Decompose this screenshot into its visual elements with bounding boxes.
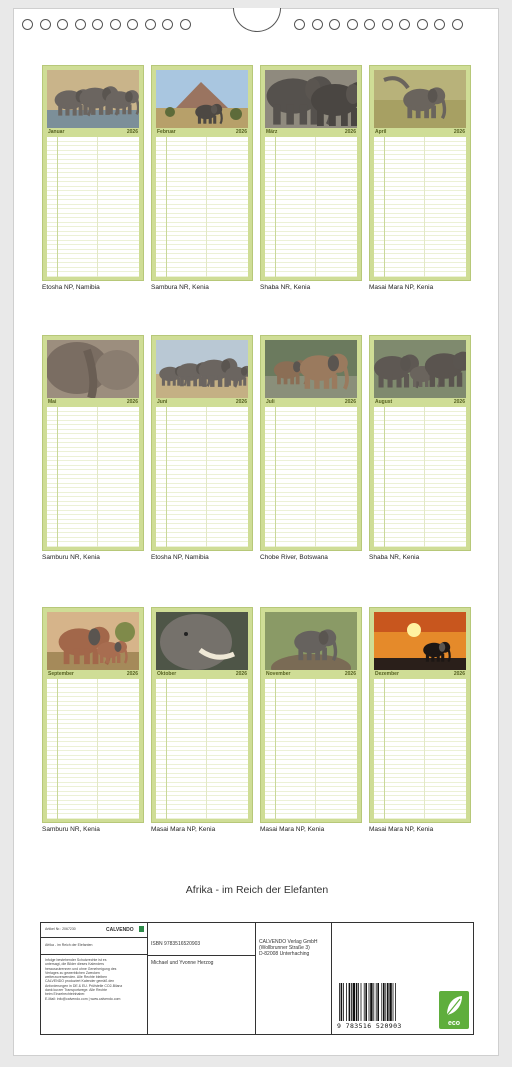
month-panel-dezember [369,607,471,823]
article-number: Artikel Nr.: 2067230 [45,927,76,931]
day-number-column [156,407,167,547]
month-name: Februar [157,129,176,135]
binding-hole [434,19,445,30]
month-header [265,129,357,136]
month-panel-januar [42,65,144,281]
short-title: Afrika - im Reich der Elefanten [45,943,93,947]
month-name: Oktober [157,671,177,677]
publisher-line: CALVENDO Verlag GmbH [259,939,318,945]
family-column-divider [206,137,207,277]
photo-caption: Masai Mara NP, Kenia [260,826,325,833]
photo-caption: Samburu NR, Kenia [42,826,100,833]
month-panel-märz [260,65,362,281]
binding-hole [57,19,68,30]
legal-line: beim Einzelrechteinhaber. [45,992,86,997]
imprint-rule [41,937,147,938]
elephant-photo-icon [265,340,357,398]
month-header [156,399,248,406]
day-grid [47,679,139,819]
month-photo [47,70,139,128]
month-photo [374,340,466,398]
month-header [374,129,466,136]
family-column-divider [97,137,98,277]
photo-caption: Sambura NR, Kenia [151,284,209,291]
month-name: Dezember [375,671,399,677]
day-grid [265,679,357,819]
month-panel-november [260,607,362,823]
month-photo [156,612,248,670]
month-panel-august [369,335,471,551]
binding-hole [145,19,156,30]
month-panel-juni [151,335,253,551]
day-grid [156,679,248,819]
elephant-photo-icon [265,70,357,128]
legal-line: CALVENDO produziert Kalender gemäß den [45,979,115,984]
month-name: November [266,671,291,677]
month-year: 2026 [344,399,356,405]
binding-hole [22,19,33,30]
isbn-text: ISBN 9783516520903 [151,941,201,947]
month-year: 2026 [235,671,247,677]
family-column-divider [424,679,425,819]
eco-label: eco [447,1020,461,1027]
binding-hole [417,19,428,30]
month-year: 2026 [126,399,138,405]
month-name: April [375,129,387,135]
barcode-digits: 9 783516 520903 [337,1022,402,1030]
eco-badge [439,991,469,1029]
month-year: 2026 [344,129,356,135]
calendar-sheet [13,8,499,1056]
family-column-divider [97,407,98,547]
month-name: Januar [48,129,65,135]
imprint-divider [255,923,256,1034]
publisher-line: D-82008 Unterhaching [259,951,310,957]
binding-hole [452,19,463,30]
month-photo [47,340,139,398]
month-photo [265,70,357,128]
family-column-divider [424,137,425,277]
elephant-photo-icon [47,340,139,398]
legal-line: Anforderungen in DE & EU. Prüfstelle CO2-Bilanz [45,983,123,988]
month-year: 2026 [235,399,247,405]
month-name: Mai [48,399,57,405]
photo-caption: Masai Mara NP, Kenia [151,826,216,833]
authors-text: Michael und Yvonne Herzog [151,960,214,966]
month-year: 2026 [126,129,138,135]
calvendo-logo-text: CALVENDO [106,927,134,933]
photo-caption: Samburu NR, Kenia [42,554,100,561]
month-year: 2026 [235,129,247,135]
month-year: 2026 [453,129,465,135]
photo-caption: Shaba NR, Kenia [369,554,420,561]
calvendo-logo-icon [105,925,145,935]
binding-hole [382,19,393,30]
month-photo [156,70,248,128]
photo-caption: Etosha NP, Namibia [42,284,100,291]
month-header [156,671,248,678]
day-number-column [47,137,58,277]
month-panel-februar [151,65,253,281]
legal-line: herauszutrennen und ohne Genehmigung des [45,966,117,971]
month-header [265,671,357,678]
binding-hole [312,19,323,30]
day-grid [265,137,357,277]
month-name: September [48,671,74,677]
month-panel-september [42,607,144,823]
photo-caption: Masai Mara NP, Kenia [369,284,434,291]
binding-hole [127,19,138,30]
day-grid [47,407,139,547]
binding-hole [347,19,358,30]
elephant-photo-icon [47,70,139,128]
day-number-column [156,137,167,277]
day-number-column [374,137,385,277]
binding-hole [399,19,410,30]
month-name: August [375,399,393,405]
elephant-photo-icon [374,340,466,398]
binding-hole [92,19,103,30]
day-number-column [374,679,385,819]
day-grid [374,407,466,547]
elephant-photo-icon [156,612,248,670]
family-column-divider [206,407,207,547]
month-photo [47,612,139,670]
family-column-divider [97,679,98,819]
binding-hole [294,19,305,30]
calendar-title: Afrika - im Reich der Elefanten [185,884,329,896]
month-header [47,671,139,678]
elephant-photo-icon [374,70,466,128]
family-column-divider [315,679,316,819]
legal-line: weiterzuverwenden. Alle Rechte bleiben [45,975,108,980]
legal-line: dank kurzer Transportwege. Alle Rechte [45,988,108,993]
month-photo [374,612,466,670]
day-number-column [47,679,58,819]
binding-hole [110,19,121,30]
binding-hole [162,19,173,30]
imprint-divider [331,923,332,1034]
month-name: März [266,129,278,135]
day-grid [265,407,357,547]
month-panel-april [369,65,471,281]
day-number-column [265,137,276,277]
legal-line: E-Mail: info@calvendo.com | www.calvendo.com [45,996,121,1001]
elephant-photo-icon [374,612,466,670]
month-photo [265,612,357,670]
day-number-column [156,679,167,819]
month-panel-mai [42,335,144,551]
binding-hole [40,19,51,30]
imprint-rule [41,954,147,955]
day-grid [47,137,139,277]
month-panel-juli [260,335,362,551]
day-number-column [374,407,385,547]
day-number-column [265,679,276,819]
imprint-rule [147,955,255,956]
month-name: Juli [266,399,275,405]
photo-caption: Chobe River, Botswana [260,554,328,561]
month-header [47,399,139,406]
legal-line: Verlages zu gewerblichen Zwecken [45,970,100,975]
imprint-box [40,922,474,1035]
family-column-divider [424,407,425,547]
month-year: 2026 [126,671,138,677]
imprint-divider [147,923,148,1034]
family-column-divider [315,137,316,277]
month-photo [265,340,357,398]
month-year: 2026 [453,671,465,677]
month-photo [374,70,466,128]
day-number-column [265,407,276,547]
binding-hole [329,19,340,30]
day-grid [156,137,248,277]
month-header [156,129,248,136]
month-header [374,399,466,406]
month-header [265,399,357,406]
month-photo [156,340,248,398]
day-grid [156,407,248,547]
elephant-photo-icon [47,612,139,670]
barcode [337,983,417,1029]
day-number-column [47,407,58,547]
month-panel-oktober [151,607,253,823]
family-column-divider [315,407,316,547]
photo-caption: Etosha NP, Namibia [151,554,209,561]
legal-text [45,958,145,1001]
month-header [374,671,466,678]
elephant-photo-icon [156,340,248,398]
legal-line: Infolge bestehender Schutzrechte ist es [45,958,107,962]
photo-caption: Masai Mara NP, Kenia [369,826,434,833]
elephant-photo-icon [265,612,357,670]
month-year: 2026 [453,399,465,405]
month-header [47,129,139,136]
legal-line: untersagt, die Bilder dieses Kalenders [45,962,104,967]
elephant-photo-icon [156,70,248,128]
publisher-line: (Wollbrunner Straße 3) [259,945,310,951]
month-name: Juni [157,399,168,405]
family-column-divider [206,679,207,819]
leaf-icon [444,994,464,1018]
day-grid [374,679,466,819]
day-grid [374,137,466,277]
binding-hole [364,19,375,30]
binding-hole [75,19,86,30]
photo-caption: Shaba NR, Kenia [260,284,311,291]
binding-hole [180,19,191,30]
month-year: 2026 [344,671,356,677]
barcode-bars-icon [337,983,417,1021]
